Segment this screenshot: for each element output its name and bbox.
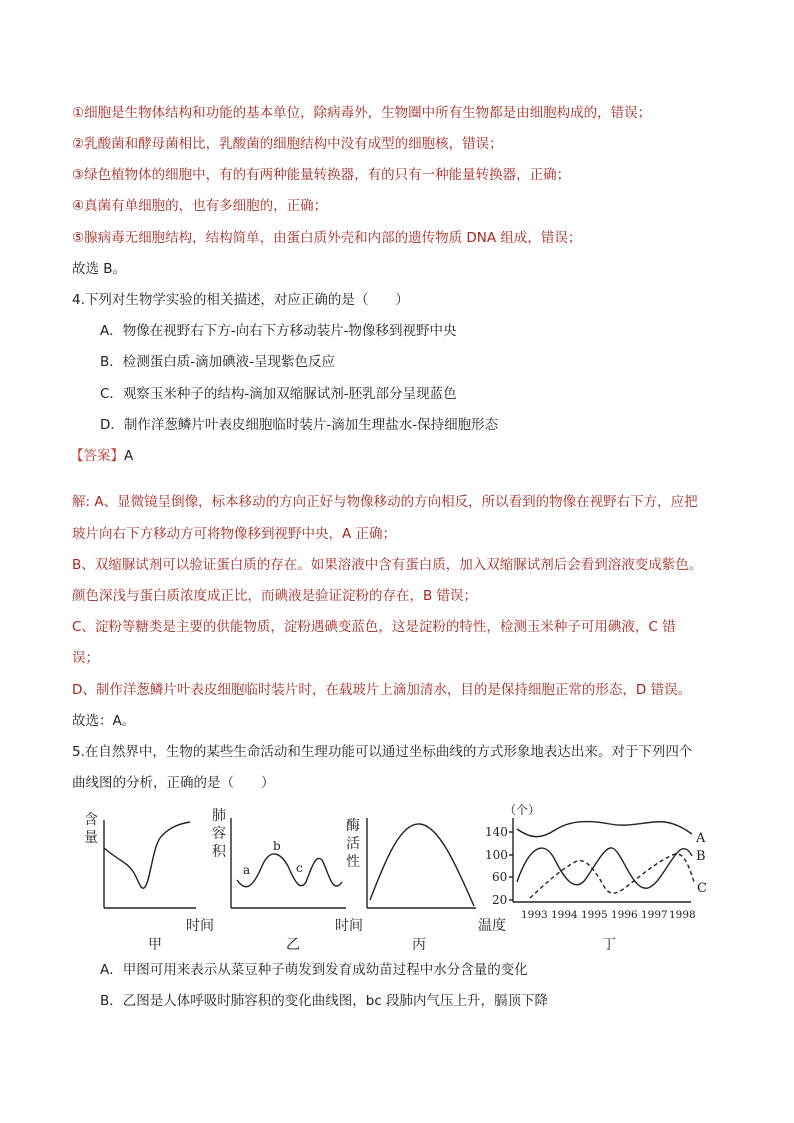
- graph-jia: [104, 820, 196, 908]
- yi-point-b: b: [273, 839, 281, 853]
- yi-xlabel: 时间: [335, 918, 363, 934]
- jia-ylabel-1: 含: [84, 812, 98, 828]
- ding-series-c: C: [697, 881, 707, 896]
- q4-option-d: D．制作洋葱鳞片叶表皮细胞临时装片-滴加生理盐水-保持细胞形态: [100, 417, 499, 433]
- q4-explanation-1: 解: A、显微镜呈倒像，标本移动的方向正好与物像移动的方向相反，所以看到的物像在视野右下方，应把: [72, 494, 698, 510]
- bing-ylabel-1: 酶: [346, 818, 360, 834]
- ding-ytick-60: 60: [492, 870, 508, 884]
- q4-conclusion: 故选：A。: [72, 713, 136, 729]
- q4-explanation-3: B、双缩脲试剂可以验证蛋白质的存在。如果溶液中含有蛋白质，加入双缩脲试剂后会看到溶液变成紫色。: [72, 557, 703, 573]
- explanation-line-2: ②乳酸菌和酵母菌相比，乳酸菌的细胞结构中没有成型的细胞核，错误；: [72, 136, 503, 152]
- graph-ding-name: 丁: [602, 937, 616, 953]
- ding-unit: （个）: [504, 803, 541, 817]
- q4-explanation-4: 颜色深浅与蛋白质浓度成正比，而碘液是验证淀粉的存在，B 错误；: [72, 588, 478, 604]
- q4-option-a: A．物像在视野右下方-向右下方移动装片-物像移到视野中央: [100, 323, 457, 339]
- ding-xtick-1994: 1994: [551, 909, 578, 921]
- graph-bing: [367, 818, 476, 908]
- graph-yi-name: 乙: [286, 937, 300, 953]
- yi-ylabel-3: 积: [212, 844, 226, 860]
- q4-option-b: B．检测蛋白质-滴加碘液-呈现紫色反应: [100, 354, 336, 370]
- q4-explanation-7: D、制作洋葱鳞片叶表皮细胞临时装片时，在载玻片上滴加清水，目的是保持细胞正常的形态，D 错误。: [72, 682, 692, 698]
- q5-graphs: [0, 800, 794, 950]
- graph-jia-name: 甲: [148, 937, 162, 953]
- graph-ding: [509, 818, 694, 902]
- answer-value: A: [124, 448, 134, 464]
- q4-answer: [70, 446, 133, 466]
- explanation-line-5: ⑤腺病毒无细胞结构，结构简单，由蛋白质外壳和内部的遗传物质 DNA 组成，错误；: [72, 230, 582, 246]
- ding-xtick-1993: 1993: [521, 909, 548, 921]
- q3-conclusion: 故选 B。: [72, 261, 127, 277]
- ding-xtick-1996: 1996: [611, 909, 638, 921]
- q5-option-b: B．乙图是人体呼吸时肺容积的变化曲线图，bc 段肺内气压上升，膈顶下降: [100, 993, 549, 1009]
- q4-option-c: C．观察玉米种子的结构-滴加双缩脲试剂-胚乳部分呈现蓝色: [100, 386, 457, 402]
- q4-stem: 4.下列对生物学实验的相关描述，对应正确的是（ ）: [72, 292, 409, 308]
- jia-ylabel-2: 量: [84, 830, 98, 846]
- yi-point-c: c: [296, 861, 303, 875]
- yi-ylabel-2: 容: [212, 826, 226, 842]
- q4-explanation-6: 误；: [72, 650, 99, 666]
- graph-bing-name: 丙: [412, 937, 426, 953]
- q5-stem-line-1: 5.在自然界中，生物的某些生命活动和生理功能可以通过坐标曲线的方式形象地表达出来。对于下列四个: [72, 744, 693, 760]
- bing-ylabel-3: 性: [346, 854, 360, 870]
- q5-stem-line-2: 曲线图的分析，正确的是（ ）: [72, 775, 275, 791]
- q5-option-a: A．甲图可用来表示从菜豆种子萌发到发育成幼苗过程中水分含量的变化: [100, 962, 528, 978]
- ding-xtick-1995: 1995: [581, 909, 608, 921]
- ding-ytick-100: 100: [485, 848, 508, 862]
- q4-explanation-2: 玻片向右下方移动方可将物像移到视野中央，A 正确；: [72, 526, 397, 542]
- ding-series-b: B: [696, 849, 706, 864]
- bing-xlabel: 温度: [478, 918, 506, 934]
- bing-ylabel-2: 活: [346, 836, 360, 852]
- yi-ylabel-1: 肺: [212, 808, 226, 824]
- ding-series-a: A: [696, 831, 706, 846]
- yi-point-a: a: [243, 863, 251, 877]
- ding-ytick-140: 140: [485, 825, 508, 839]
- answer-label: 【答案】: [70, 448, 124, 464]
- series-a-line: [517, 822, 692, 837]
- q4-explanation-5: C、淀粉等糖类是主要的供能物质，淀粉遇碘变蓝色，这是淀粉的特性，检测玉米种子可用碘液，C 错: [72, 619, 676, 635]
- explanation-line-4: ④真菌有单细胞的，也有多细胞的，正确；: [72, 198, 328, 214]
- ding-ytick-20: 20: [492, 893, 508, 907]
- ding-xtick-1997: 1997: [641, 909, 668, 921]
- explanation-line-1: ①细胞是生物体结构和功能的基本单位，除病毒外，生物圈中所有生物都是由细胞构成的，错误；: [72, 105, 652, 121]
- ding-xtick-1998: 1998: [669, 909, 696, 921]
- explanation-line-3: ③绿色植物体的细胞中，有的有两种能量转换器，有的只有一种能量转换器，正确；: [72, 167, 571, 183]
- jia-xlabel: 时间: [186, 918, 214, 934]
- series-b-line: [517, 848, 692, 888]
